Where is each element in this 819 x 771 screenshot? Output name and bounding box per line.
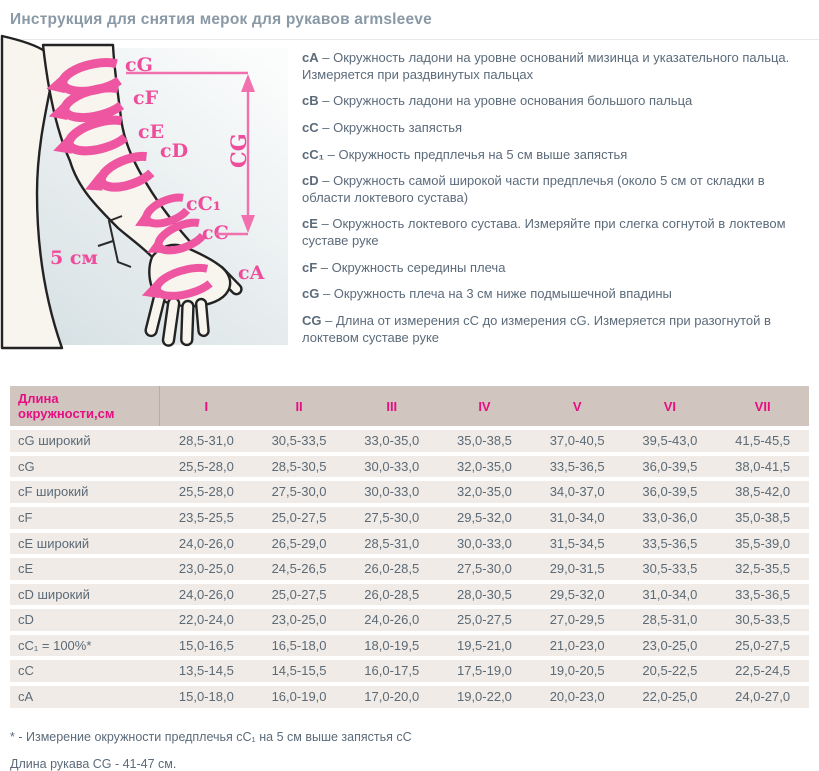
size-value-cell: 28,5-31,0 <box>345 533 438 555</box>
row-label: cC <box>10 660 160 682</box>
size-value-cell: 26,0-28,5 <box>345 558 438 580</box>
legend-term: cC₁ <box>302 146 324 162</box>
size-value-cell: 36,0-39,5 <box>624 456 717 478</box>
size-value-cell: 33,5-36,5 <box>531 456 624 478</box>
size-value-cell: 33,0-36,0 <box>624 507 717 529</box>
content-row <box>10 48 809 356</box>
legend-item-ca <box>302 50 809 83</box>
size-value-cell: 16,0-17,5 <box>345 660 438 682</box>
size-value-cell: 25,5-28,0 <box>160 481 253 503</box>
table-row <box>10 533 809 555</box>
size-value-cell: 17,0-20,0 <box>345 686 438 708</box>
header-row <box>10 386 809 426</box>
legend-desc: – Окружность ладони на уровне оснований мизинца и указательного пальца. Измеряется при раздвинутых пальцах <box>302 50 790 82</box>
size-value-cell: 25,0-27,5 <box>253 507 346 529</box>
legend-term: cG <box>302 286 320 302</box>
size-value-cell: 24,0-27,0 <box>716 686 809 708</box>
table-row <box>10 584 809 606</box>
legend-term: cF <box>302 259 318 275</box>
size-value-cell: 24,5-26,5 <box>253 558 346 580</box>
size-value-cell: 26,5-29,0 <box>253 533 346 555</box>
size-value-cell: 22,0-25,0 <box>624 686 717 708</box>
size-value-cell: 37,0-40,5 <box>531 430 624 452</box>
size-value-cell: 28,5-31,0 <box>160 430 253 452</box>
size-value-cell: 19,0-22,0 <box>438 686 531 708</box>
size-column-header: VI <box>624 386 717 426</box>
legend-term: cD <box>302 173 319 189</box>
size-value-cell: 20,0-23,0 <box>531 686 624 708</box>
size-table-body <box>10 430 809 708</box>
legend-item-cd <box>302 173 809 206</box>
row-label: cF <box>10 507 160 529</box>
table-row <box>10 507 809 529</box>
size-value-cell: 24,0-26,0 <box>160 584 253 606</box>
size-value-cell: 41,5-45,5 <box>716 430 809 452</box>
size-value-cell: 28,0-30,5 <box>438 584 531 606</box>
size-value-cell: 23,0-25,0 <box>160 558 253 580</box>
row-label: cD широкий <box>10 584 160 606</box>
size-value-cell: 23,0-25,0 <box>624 635 717 657</box>
sleeve-length-footnote: Длина рукава CG - 41-47 см. <box>10 756 177 771</box>
band-label-ce: cE <box>138 121 165 143</box>
size-value-cell: 28,5-31,0 <box>624 609 717 631</box>
legend-desc: – Длина от измерения сС до измерения сG. Измеряется при разогнутой в локтевом суставе руке <box>302 312 771 345</box>
table-row <box>10 558 809 580</box>
size-value-cell: 30,5-33,5 <box>624 558 717 580</box>
size-value-cell: 21,0-23,0 <box>531 635 624 657</box>
legend-item-cb <box>302 93 809 110</box>
size-value-cell: 35,5-39,0 <box>716 533 809 555</box>
row-label: cE широкий <box>10 533 160 555</box>
size-column-header: I <box>160 386 253 426</box>
size-value-cell: 32,5-35,5 <box>716 558 809 580</box>
table-row <box>10 609 809 631</box>
size-value-cell: 32,0-35,0 <box>438 456 531 478</box>
size-value-cell: 33,0-35,0 <box>345 430 438 452</box>
size-value-cell: 24,0-26,0 <box>345 609 438 631</box>
size-value-cell: 29,5-32,0 <box>438 507 531 529</box>
size-value-cell: 24,0-26,0 <box>160 533 253 555</box>
legend-item-cg-length <box>302 313 809 346</box>
band-label-ca: cA <box>238 262 265 284</box>
arm-measurement-illustration <box>10 48 288 345</box>
size-value-cell: 13,5-14,5 <box>160 660 253 682</box>
size-value-cell: 19,0-20,5 <box>531 660 624 682</box>
row-label: cC₁ = 100%* <box>10 635 160 657</box>
size-value-cell: 20,5-22,5 <box>624 660 717 682</box>
band-label-cg: cG <box>125 54 153 76</box>
size-value-cell: 30,5-33,5 <box>253 430 346 452</box>
row-label: cA <box>10 686 160 708</box>
pinky-finger <box>196 299 209 337</box>
size-value-cell: 26,0-28,5 <box>345 584 438 606</box>
row-label: cG широкий <box>10 430 160 452</box>
measurement-legend <box>302 48 809 356</box>
legend-item-cc1 <box>302 147 809 164</box>
size-value-cell: 31,0-34,0 <box>624 584 717 606</box>
size-value-cell: 27,5-30,0 <box>345 507 438 529</box>
legend-term: cB <box>302 93 319 109</box>
page-title: Инструкция для снятия мерок для рукавов armsleeve <box>10 11 432 28</box>
size-value-cell: 32,0-35,0 <box>438 481 531 503</box>
size-value-cell: 16,5-18,0 <box>253 635 346 657</box>
size-column-header: V <box>531 386 624 426</box>
size-value-cell: 25,5-28,0 <box>160 456 253 478</box>
band-label-cd: cD <box>160 140 189 162</box>
size-value-cell: 14,5-15,5 <box>253 660 346 682</box>
size-value-cell: 23,0-25,0 <box>253 609 346 631</box>
size-value-cell: 38,0-41,5 <box>716 456 809 478</box>
size-value-cell: 34,0-37,0 <box>531 481 624 503</box>
size-value-cell: 27,5-30,0 <box>253 481 346 503</box>
table-row <box>10 481 809 503</box>
legend-desc: – Окружность самой широкой части предплечья (около 5 см от складки в области локтевого сустава) <box>302 173 765 205</box>
size-value-cell: 22,5-24,5 <box>716 660 809 682</box>
cg-length-label: CG <box>226 133 251 168</box>
band-label-cf: cF <box>133 87 159 109</box>
table-row <box>10 686 809 708</box>
size-value-cell: 30,0-33,0 <box>345 456 438 478</box>
size-value-cell: 29,5-32,0 <box>531 584 624 606</box>
size-value-cell: 30,0-33,0 <box>438 533 531 555</box>
ring-finger <box>181 301 194 345</box>
size-value-cell: 25,0-27,5 <box>716 635 809 657</box>
size-value-cell: 35,0-38,5 <box>438 430 531 452</box>
offset-5cm-label: 5 см <box>50 247 98 269</box>
row-label: cD <box>10 609 160 631</box>
size-value-cell: 33,5-36,5 <box>624 533 717 555</box>
table-row <box>10 635 809 657</box>
size-column-header: III <box>345 386 438 426</box>
size-column-header: II <box>253 386 346 426</box>
size-value-cell: 30,0-33,0 <box>345 481 438 503</box>
legend-item-ce <box>302 216 809 249</box>
band-label-cc1: cC₁ <box>186 193 222 215</box>
size-column-header: VII <box>716 386 809 426</box>
asterisk-footnote: * - Измерение окружности предплечья сС₁ на 5 см выше запястья сС <box>10 729 412 744</box>
size-value-cell: 17,5-19,0 <box>438 660 531 682</box>
size-table-header <box>10 386 809 426</box>
legend-desc: – Окружность предплечья на 5 см выше запястья <box>327 146 628 162</box>
corner-header: Длина окружности,см <box>10 386 160 426</box>
legend-item-cf <box>302 260 809 277</box>
legend-item-cg <box>302 286 809 303</box>
size-value-cell: 33,5-36,5 <box>716 584 809 606</box>
size-value-cell: 25,0-27,5 <box>438 609 531 631</box>
row-label: cE <box>10 558 160 580</box>
size-value-cell: 16,0-19,0 <box>253 686 346 708</box>
title-divider <box>0 39 819 40</box>
size-value-cell: 22,0-24,0 <box>160 609 253 631</box>
size-value-cell: 27,5-30,0 <box>438 558 531 580</box>
legend-desc: – Окружность локтевого сустава. Измеряйте при слегка согнутой в локтевом суставе руке <box>302 216 786 248</box>
size-value-cell: 36,0-39,5 <box>624 481 717 503</box>
size-value-cell: 25,0-27,5 <box>253 584 346 606</box>
table-row <box>10 456 809 478</box>
size-value-cell: 35,0-38,5 <box>716 507 809 529</box>
row-label: cF широкий <box>10 481 160 503</box>
legend-desc: – Окружность середины плеча <box>320 259 506 275</box>
legend-desc: – Окружность ладони на уровне основания большого пальца <box>322 93 693 109</box>
legend-term: cA <box>302 50 319 65</box>
row-label: cG <box>10 456 160 478</box>
band-label-cc: cC <box>202 222 229 244</box>
size-value-cell: 39,5-43,0 <box>624 430 717 452</box>
size-value-cell: 28,5-30,5 <box>253 456 346 478</box>
size-value-cell: 15,0-18,0 <box>160 686 253 708</box>
legend-term: CG <box>302 312 322 328</box>
size-value-cell: 30,5-33,5 <box>716 609 809 631</box>
table-row <box>10 430 809 452</box>
table-row <box>10 660 809 682</box>
legend-term: cE <box>302 216 318 232</box>
size-column-header: IV <box>438 386 531 426</box>
legend-desc: – Окружность запястья <box>322 119 463 135</box>
legend-term: cC <box>302 119 319 135</box>
size-value-cell: 18,0-19,5 <box>345 635 438 657</box>
size-table <box>10 382 809 712</box>
size-value-cell: 31,5-34,5 <box>531 533 624 555</box>
legend-item-cc <box>302 120 809 137</box>
size-value-cell: 19,5-21,0 <box>438 635 531 657</box>
size-value-cell: 23,5-25,5 <box>160 507 253 529</box>
legend-desc: – Окружность плеча на 3 см ниже подмышечной впадины <box>322 286 672 302</box>
size-value-cell: 31,0-34,0 <box>531 507 624 529</box>
size-value-cell: 27,0-29,5 <box>531 609 624 631</box>
size-value-cell: 29,0-31,5 <box>531 558 624 580</box>
size-value-cell: 38,5-42,0 <box>716 481 809 503</box>
size-value-cell: 15,0-16,5 <box>160 635 253 657</box>
